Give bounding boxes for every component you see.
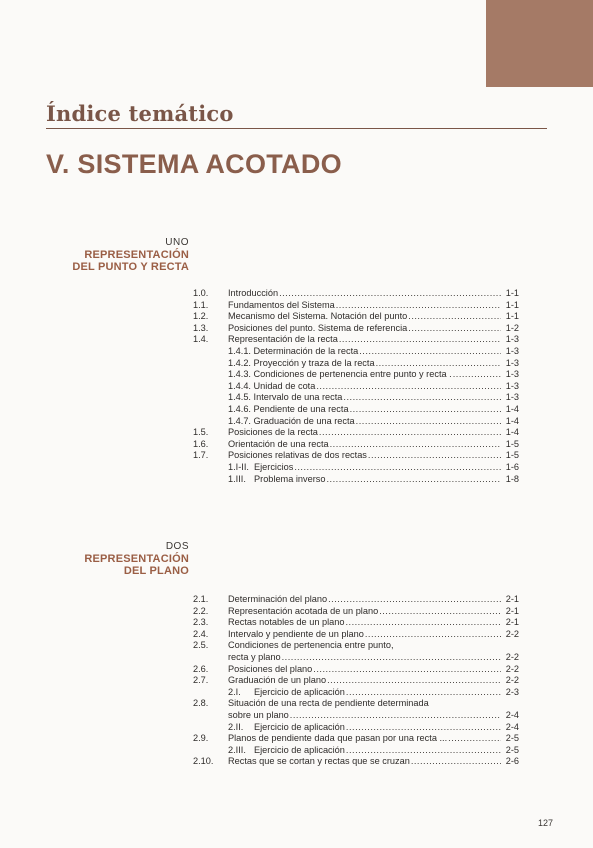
toc-entry-page: 1-5 xyxy=(505,450,519,461)
chapter-name-line2: DEL PUNTO Y RECTA xyxy=(72,261,189,273)
toc-entry-number: 2.8. xyxy=(193,698,209,709)
dot-leader xyxy=(356,416,501,428)
toc-entry-page: 1-2 xyxy=(505,322,519,333)
chapter-name-line1: REPRESENTACIÓN xyxy=(84,553,189,565)
toc-entry-title: Condiciones de pertenencia entre punto, xyxy=(228,640,394,651)
toc-entry xyxy=(193,652,519,664)
toc-list-dos xyxy=(193,594,519,768)
toc-entry-title: 1.4.7. Graduación de una recta xyxy=(228,415,355,426)
dot-leader xyxy=(453,369,501,381)
toc-entry-page: 2-4 xyxy=(505,709,519,720)
toc-entry xyxy=(193,300,519,312)
toc-entry xyxy=(193,664,519,676)
toc-entry xyxy=(193,334,519,346)
toc-entry xyxy=(193,733,519,745)
toc-entry-title: Posiciones de la recta xyxy=(228,427,318,438)
toc-entry xyxy=(193,346,519,358)
toc-entry-number: 1.2. xyxy=(193,311,209,322)
toc-entry-subnumber: 1.I-II. xyxy=(228,461,249,472)
dot-leader xyxy=(350,404,501,416)
toc-entry-page: 1-1 xyxy=(505,311,519,322)
toc-entry-title: Ejercicios xyxy=(254,461,294,472)
toc-entry-title: Ejercicio de aplicación xyxy=(254,744,345,755)
toc-entry-title: Ejercicio de aplicación xyxy=(254,721,345,732)
toc-entry xyxy=(193,392,519,404)
dot-leader xyxy=(408,323,501,335)
dot-leader xyxy=(411,756,501,768)
section-title: V. SISTEMA ACOTADO xyxy=(46,149,342,179)
dot-leader xyxy=(327,474,502,486)
toc-entry xyxy=(193,462,519,474)
toc-entry-subnumber: 2.II. xyxy=(228,721,244,732)
toc-entry-title: 1.4.6. Pendiente de una recta xyxy=(228,403,349,414)
toc-entry xyxy=(193,474,519,486)
chapter-heading-uno xyxy=(72,237,189,273)
toc-entry-title: Problema inverso xyxy=(254,473,326,484)
index-title: Índice temático xyxy=(46,101,234,126)
toc-entry xyxy=(193,722,519,734)
page-number: 127 xyxy=(538,818,554,828)
toc-entry-page: 2-1 xyxy=(505,594,519,604)
toc-entry-title: Orientación de una recta xyxy=(228,438,329,449)
toc-entry xyxy=(193,404,519,416)
dot-leader xyxy=(345,617,501,629)
toc-entry-page: 2-2 xyxy=(505,663,519,674)
toc-entry-title: 1.4.2. Proyección y traza de la recta xyxy=(228,357,375,368)
toc-entry xyxy=(193,675,519,687)
toc-entry-number: 2.9. xyxy=(193,733,209,744)
toc-entry xyxy=(193,629,519,641)
toc-entry-title: Introducción xyxy=(228,288,279,298)
toc-entry-page: 2-6 xyxy=(505,756,519,767)
toc-entry xyxy=(193,640,519,652)
chapter-number: UNO xyxy=(165,237,189,248)
toc-entry-page: 1-6 xyxy=(505,461,519,472)
dot-leader xyxy=(282,652,501,664)
toc-entry-number: 1.6. xyxy=(193,438,209,449)
toc-entry-page: 2-1 xyxy=(505,617,519,628)
toc-entry xyxy=(193,381,519,393)
toc-entry-number: 2.5. xyxy=(193,640,209,651)
chapter-heading-dos xyxy=(84,541,189,577)
toc-entry-title: Graduación de un plano xyxy=(228,675,327,686)
toc-entry-title: Determinación del plano xyxy=(228,594,328,604)
toc-entry xyxy=(193,439,519,451)
dot-leader xyxy=(359,346,501,358)
toc-entry-title: 1.4.1. Determinación de la recta xyxy=(228,345,359,356)
toc-entry-page: 2-5 xyxy=(505,733,519,744)
toc-entry-number: 2.2. xyxy=(193,605,209,616)
toc-entry-title: Posiciones relativas de dos rectas xyxy=(228,450,367,461)
toc-entry-number: 2.10. xyxy=(193,756,214,767)
toc-entry-title: Representación acotada de un plano xyxy=(228,605,379,616)
dot-leader xyxy=(336,300,501,312)
toc-entry-title: sobre un plano xyxy=(228,709,289,720)
toc-entry-subnumber: 1.III. xyxy=(228,473,246,484)
toc-entry xyxy=(193,606,519,618)
toc-entry xyxy=(193,756,519,768)
toc-entry-number: 1.4. xyxy=(193,334,209,345)
toc-entry xyxy=(193,358,519,370)
chapter-name-line1: REPRESENTACIÓN xyxy=(84,249,189,261)
toc-entry xyxy=(193,288,519,300)
toc-entry-title: 1.4.3. Condiciones de pertenencia entre punto y recta . xyxy=(228,369,452,380)
toc-entry xyxy=(193,369,519,381)
toc-entry-title: recta y plano xyxy=(228,651,281,662)
toc-entry-page: 1-3 xyxy=(505,392,519,403)
toc-entry xyxy=(193,745,519,757)
dot-leader xyxy=(379,606,501,618)
toc-entry-page: 2-2 xyxy=(505,628,519,639)
toc-entry-title: Representación de la recta xyxy=(228,334,338,345)
toc-entry xyxy=(193,323,519,335)
toc-entry-page: 2-3 xyxy=(505,686,519,697)
corner-color-block xyxy=(486,0,593,87)
toc-entry-page: 1-3 xyxy=(505,334,519,345)
toc-entry-subnumber: 2.III. xyxy=(228,744,246,755)
toc-entry-page: 1-4 xyxy=(505,427,519,438)
dot-leader xyxy=(346,687,501,699)
toc-entry-page: 2-2 xyxy=(505,651,519,662)
toc-entry-page: 1-3 xyxy=(505,380,519,391)
toc-entry-number: 2.7. xyxy=(193,675,209,686)
chapter-name-line2: DEL PLANO xyxy=(123,565,189,577)
toc-entry-title: Rectas que se cortan y rectas que se cruzan xyxy=(228,756,410,767)
dot-leader xyxy=(376,358,501,370)
toc-entry-page: 2-1 xyxy=(505,605,519,616)
toc-entry-number: 1.5. xyxy=(193,427,209,438)
toc-entry-page: 1-1 xyxy=(505,288,519,298)
toc-entry-page: 2-2 xyxy=(505,675,519,686)
dot-leader xyxy=(339,334,501,346)
toc-entry xyxy=(193,687,519,699)
toc-entry xyxy=(193,617,519,629)
dot-leader xyxy=(368,450,501,462)
toc-entry-page: 1-3 xyxy=(505,345,519,356)
chapter-number: DOS xyxy=(165,541,189,552)
toc-entry-subnumber: 2.I. xyxy=(228,686,241,697)
toc-entry xyxy=(193,427,519,439)
toc-entry xyxy=(193,698,519,710)
toc-entry-page: 1-4 xyxy=(505,415,519,426)
toc-entry-page: 1-3 xyxy=(505,369,519,380)
toc-entry xyxy=(193,594,519,606)
dot-leader xyxy=(327,675,501,687)
toc-entry xyxy=(193,311,519,323)
dot-leader xyxy=(330,439,501,451)
toc-entry-title: Intervalo y pendiente de un plano xyxy=(228,628,364,639)
toc-entry-title: Planos de pendiente dada que pasan por una recta ... xyxy=(228,733,448,744)
toc-entry xyxy=(193,416,519,428)
toc-entry-number: 1.1. xyxy=(193,299,209,310)
dot-leader xyxy=(294,462,501,474)
toc-entry-title: Posiciones del plano xyxy=(228,663,313,674)
toc-entry-page: 1-5 xyxy=(505,438,519,449)
toc-entry-title: Mecanismo del Sistema. Notación del punto xyxy=(228,311,408,322)
dot-leader xyxy=(328,594,501,606)
toc-entry-number: 2.3. xyxy=(193,617,209,628)
toc-entry-number: 1.7. xyxy=(193,450,209,461)
toc-entry-page: 1-8 xyxy=(505,473,519,484)
toc-entry-title: Rectas notables de un plano xyxy=(228,617,345,628)
dot-leader xyxy=(346,722,501,734)
dot-leader xyxy=(313,664,501,676)
toc-entry-page: 2-4 xyxy=(505,721,519,732)
toc-entry-page: 1-1 xyxy=(505,299,519,310)
toc-entry-page: 1-4 xyxy=(505,403,519,414)
dot-leader xyxy=(290,710,501,722)
toc-entry-title: Situación de una recta de pendiente determinada xyxy=(228,698,429,709)
toc-entry-number: 2.4. xyxy=(193,628,209,639)
toc-entry-page: 1-3 xyxy=(505,357,519,368)
dot-leader xyxy=(365,629,501,641)
toc-entry xyxy=(193,710,519,722)
toc-entry-title: 1.4.4. Unidad de cota xyxy=(228,380,316,391)
dot-leader xyxy=(346,745,501,757)
dot-leader xyxy=(448,733,501,745)
dot-leader xyxy=(316,381,501,393)
toc-entry-page: 2-5 xyxy=(505,744,519,755)
toc-list-uno xyxy=(193,288,519,485)
toc-entry-title: Fundamentos del Sistema xyxy=(228,299,335,310)
toc-entry-title: Posiciones del punto. Sistema de referencia xyxy=(228,322,408,333)
dot-leader xyxy=(343,392,501,404)
dot-leader xyxy=(319,427,501,439)
title-divider xyxy=(46,128,547,129)
toc-entry-title: 1.4.5. Intervalo de una recta xyxy=(228,392,343,403)
dot-leader xyxy=(408,311,501,323)
dot-leader xyxy=(279,288,501,300)
toc-entry-number: 1.3. xyxy=(193,322,209,333)
toc-entry-title: Ejercicio de aplicación xyxy=(254,686,345,697)
toc-entry-number: 1.0. xyxy=(193,288,209,298)
toc-entry-number: 2.6. xyxy=(193,663,209,674)
toc-entry xyxy=(193,450,519,462)
toc-entry-number: 2.1. xyxy=(193,594,209,604)
